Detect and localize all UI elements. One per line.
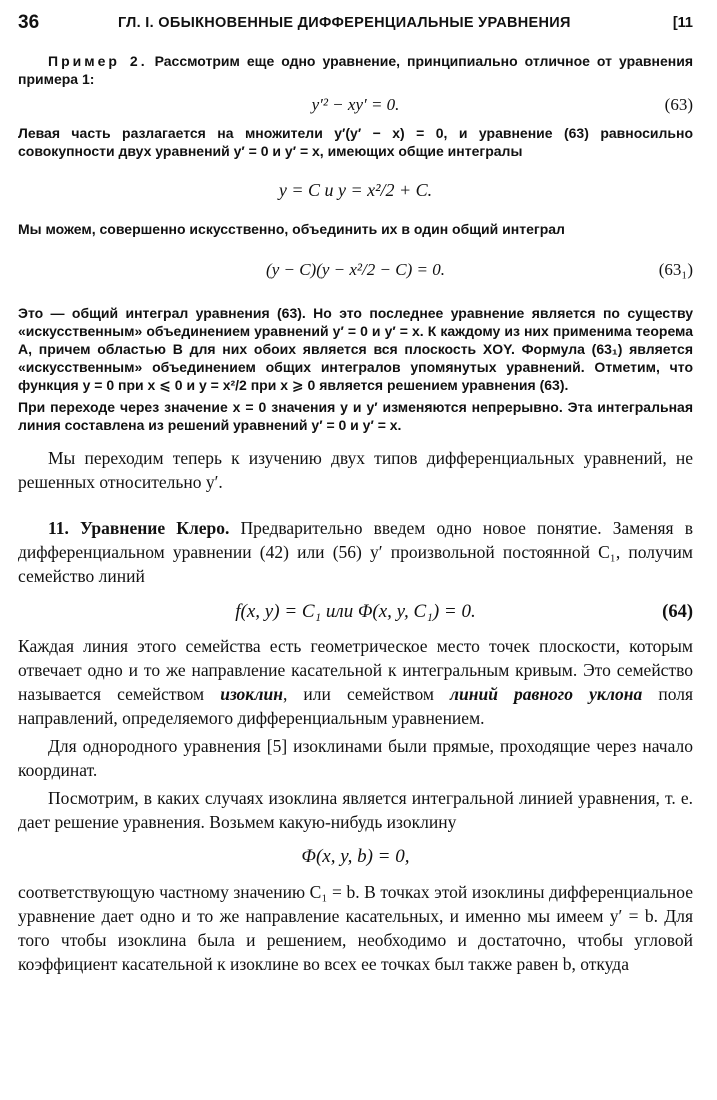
equation-64-number: (64)	[662, 602, 693, 622]
equation-63	[18, 92, 693, 118]
isoclines-text-2: , или семейством	[282, 684, 451, 704]
equation-63-number: (63)	[664, 95, 693, 114]
factorization-paragraph: Левая часть разлагается на множители y′(y′ − x) = 0, и уравнение (63) равносильно совокупности двух уравнений y′ = 0 и y′ = x, имеющих общие интегралы	[18, 125, 693, 159]
general-integral-paragraph: Это — общий интеграл уравнения (63). Но это последнее уравнение является по существу «искусственным» объединением уравнений y′ = 0 и y′ = x. К каждому из них применима теорема А, причем областью B для них обоих является вся плоскость XOY. Формула (63₁) является «искусственным» объединением общих интегралов упомянутых уравнений. Отметим, что функция y = 0 при x ⩽ 0 и y = x²/2 при x ⩾ 0 является решением уравнения (63).	[18, 305, 693, 393]
term-equal-slope-lines: линий равного уклона	[450, 684, 643, 704]
isoclines-paragraph	[18, 634, 693, 730]
equation-64	[18, 594, 693, 630]
isoclines-text-3: поля направлений, определяемого дифференциальным уравнением.	[18, 684, 694, 728]
example-label: Пример 2.	[48, 53, 148, 69]
example-text: Рассмотрим еще одно уравнение, принципиально отличное от уравнения примера 1:	[18, 53, 693, 87]
section-11-heading: 11. Уравнение Клеро.	[48, 518, 230, 538]
section-11-text: Предварительно введем одно новое понятие. Заменяя в дифференциальном уравнении (42) или (56) y′ произвольной постоянной C₁, получим семейство линий	[18, 518, 693, 586]
combine-paragraph: Мы можем, совершенно искусственно, объединить их в один общий интеграл	[18, 221, 565, 237]
equation-63-1	[18, 248, 693, 292]
consider-paragraph: Посмотрим, в каких случаях изоклина является интегральной линией уравнения, т. е. дает решение уравнения. Возьмем какую-нибудь изоклину	[18, 788, 693, 832]
equation-integrals-formula: y = C и y = x²/2 + C.	[278, 180, 433, 200]
equation-64-formula: f(x, y) = C₁ или Φ(x, y, C₁) = 0.	[235, 601, 476, 622]
running-title: ГЛ. I. ОБЫКНОВЕННЫЕ ДИФФЕРЕНЦИАЛЬНЫЕ УРАВНЕНИЯ	[118, 15, 571, 31]
page-number: 36	[18, 12, 40, 33]
equation-63-1-number: (63₁)	[658, 260, 693, 279]
equation-isocline	[18, 840, 693, 874]
example-2-paragraph	[18, 52, 693, 88]
term-isoclines: изоклин	[220, 684, 283, 704]
homogeneous-paragraph: Для однородного уравнения [5] изоклинами были прямые, проходящие через начало координат.	[18, 736, 693, 780]
equation-isocline-formula: Φ(x, y, b) = 0,	[301, 846, 410, 867]
clairaut-section-intro	[18, 516, 693, 588]
equation-63-1-formula: (y − C)(y − x²/2 − C) = 0.	[266, 260, 445, 279]
final-paragraph: соответствующую частному значению C₁ = b. В точках этой изоклины дифференциальное уравнение дает одно и то же направление касательных, и именно мы имеем y′ = b. Для того чтобы изоклина была и решением, необходимо и достаточно, чтобы угловой коэффициент касательной к изоклине во всех ее точках был также равен b, откуда	[18, 882, 693, 974]
equation-integrals	[18, 168, 693, 212]
running-header	[18, 10, 693, 38]
book-page	[18, 10, 693, 976]
continuity-paragraph: При переходе через значение x = 0 значения y и y′ изменяются непрерывно. Эта интегральная линия составлена из решений уравнений y′ = 0 и y′ = x.	[18, 399, 693, 433]
isoclines-text-1: Каждая линия этого семейства есть геометрическое место точек плоскости, которым отвечает одно и то же направление касательной к интегральным кривым. Это семейство называется семейством	[18, 636, 693, 704]
equation-63-formula: y′² − xy′ = 0.	[311, 95, 400, 114]
transition-paragraph: Мы переходим теперь к изучению двух типов дифференциальных уравнений, не решенных относительно y′.	[18, 448, 693, 492]
section-reference: [11	[672, 15, 693, 31]
